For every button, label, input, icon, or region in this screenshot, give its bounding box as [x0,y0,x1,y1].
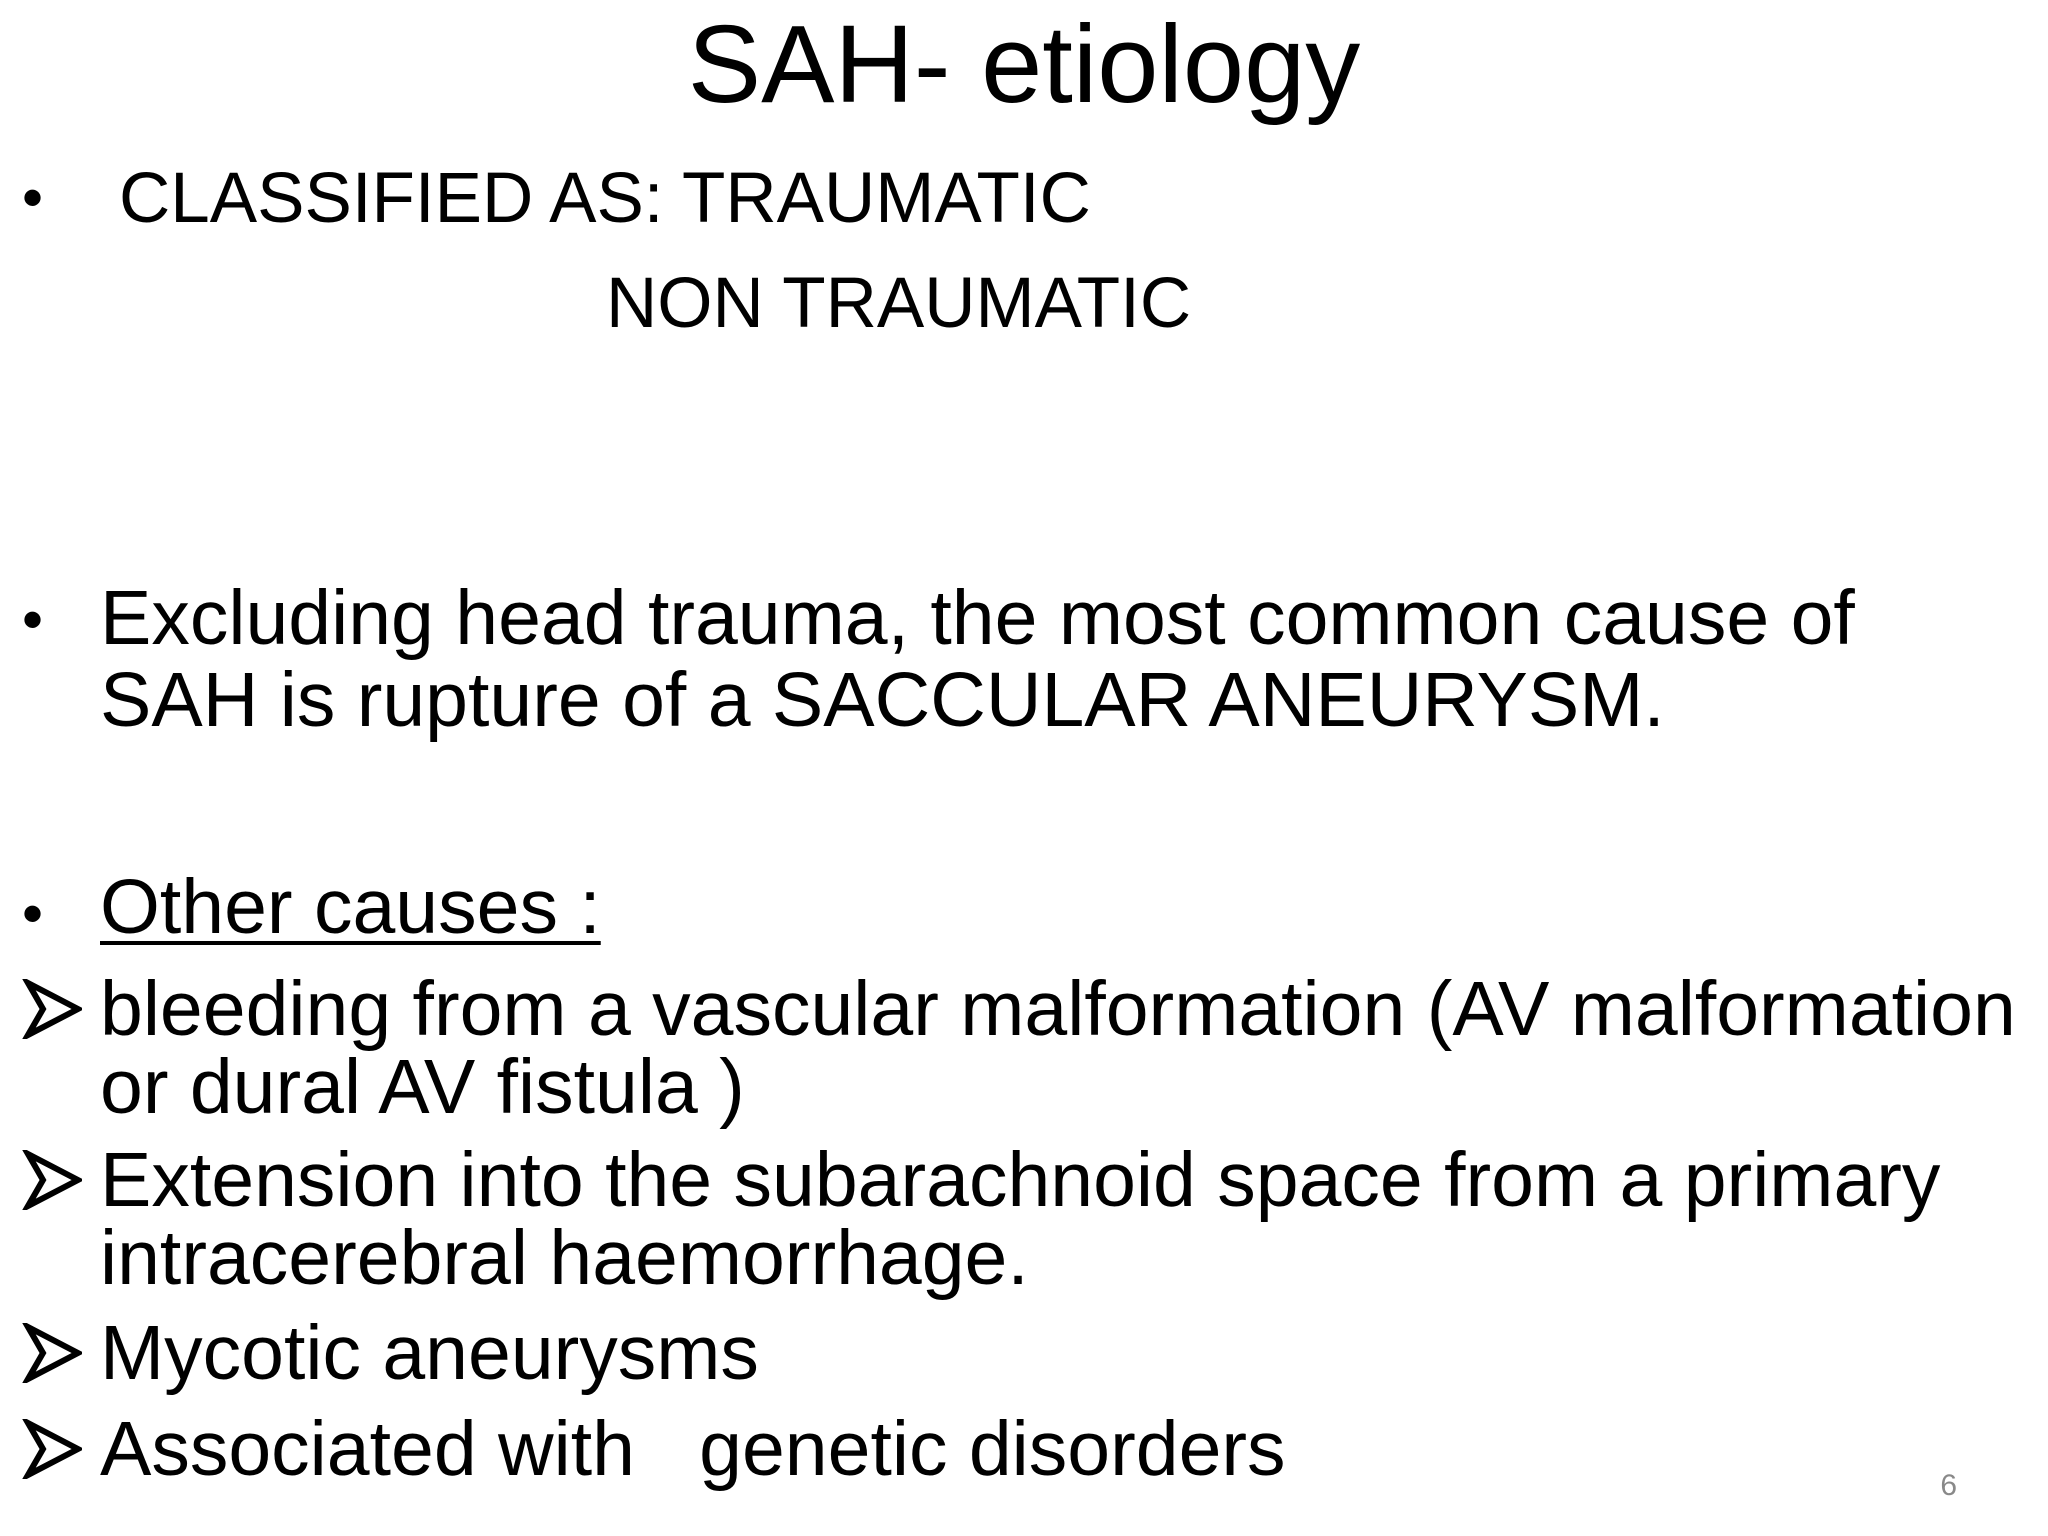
other-cause-1-line-1: bleeding from a vascular malformation (AV malformation [100,966,2016,1052]
arrow-bullet-icon [22,1323,82,1383]
other-cause-4-line-1: Associated with genetic disorders [100,1406,1286,1492]
other-cause-2-line-2: intracerebral haemorrhage. [100,1215,1029,1301]
classification-line-1: CLASSIFIED AS: TRAUMATIC [119,159,1091,238]
arrow-bullet-icon [22,1150,82,1210]
other-cause-2-line-1: Extension into the subarachnoid space from a primary [100,1137,1941,1223]
other-cause-3-line-1: Mycotic aneurysms [100,1310,759,1396]
bullet-dot-icon: • [22,880,44,947]
bullet-dot-icon: • [22,586,44,653]
page-number: 6 [1940,1469,1957,1502]
slide-title: SAH- etiology [687,3,1361,126]
classification-line-2: NON TRAUMATIC [606,264,1192,343]
other-causes-heading: Other causes : [100,864,601,950]
main-point-line-1: Excluding head trauma, the most common cause of [100,575,1855,661]
bullet-dot-icon: • [22,164,44,231]
arrow-bullet-icon [22,1419,82,1479]
other-cause-1-line-2: or dural AV fistula ) [100,1044,745,1130]
arrow-bullet-icon [22,979,82,1039]
main-point-line-2: SAH is rupture of a SACCULAR ANEURYSM. [100,657,1665,743]
